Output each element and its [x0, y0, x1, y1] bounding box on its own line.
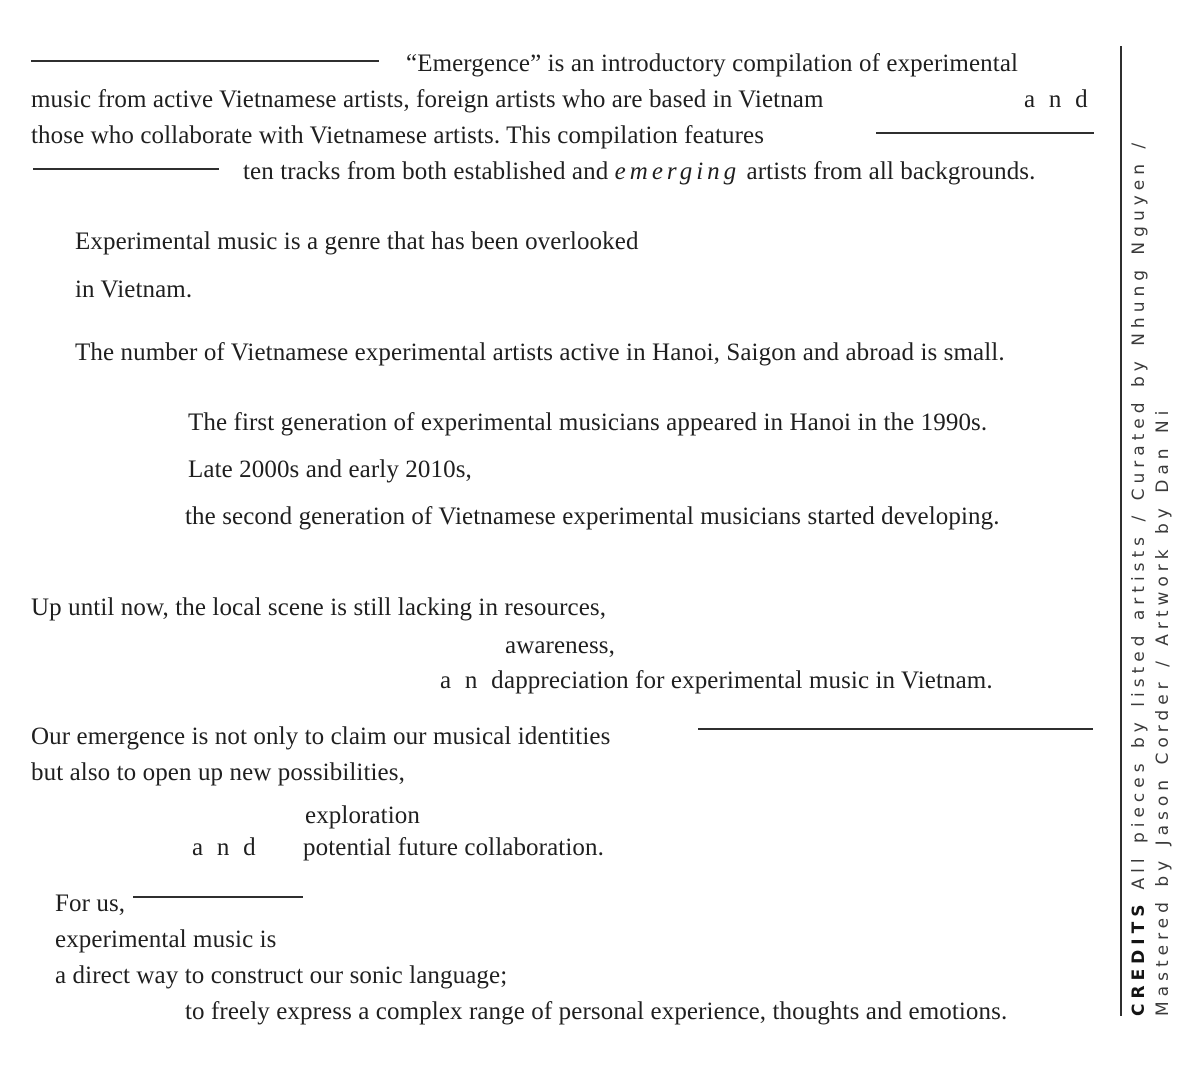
for-us-line-1: For us, — [55, 890, 126, 917]
for-us-line-4: to freely express a complex range of personal experience, thoughts and emotions. — [185, 998, 1008, 1025]
emergence-line-3: exploration — [305, 802, 420, 829]
lacking-line-3-and: and — [440, 667, 518, 694]
credits-line-1: All pieces by listed artists / Curated by Nhung Nguyen / — [1129, 137, 1149, 890]
intro-line-2-and: and — [1024, 86, 1102, 113]
intro-line-2: music from active Vietnamese artists, foreign artists who are based in Vietnam — [31, 86, 824, 113]
intro-line-4-post: artists from all backgrounds. — [746, 158, 1036, 185]
intro-line-3: those who collaborate with Vietnamese artists. This compilation features — [31, 122, 765, 149]
intro-features-dash — [876, 132, 1094, 134]
small-scene-line-1: The number of Vietnamese experimental artists active in Hanoi, Saigon and abroad is small. — [75, 339, 1005, 366]
lacking-line-2: awareness, — [505, 632, 615, 659]
emergence-line-1: Our emergence is not only to claim our musical identities — [31, 723, 611, 750]
for-us-line-3: a direct way to construct our sonic language; — [55, 962, 508, 989]
credits-heading: CREDITS — [1129, 899, 1149, 1016]
generations-line-2: Late 2000s and early 2010s, — [188, 456, 472, 483]
lacking-line-3: appreciation for experimental music in Vietnam. — [504, 667, 993, 694]
overlooked-line-2: in Vietnam. — [75, 276, 193, 303]
credits-column-1 — [1128, 36, 1150, 1016]
emergence-line-4: potential future collaboration. — [303, 834, 604, 861]
intro-tracks-dash — [33, 168, 219, 170]
emergence-identities-dash — [698, 728, 1093, 730]
emergence-line-2: but also to open up new possibilities, — [31, 759, 405, 786]
credits-line-2: Mastered by Jason Corder / Artwork by Dan Ni — [1153, 405, 1173, 1016]
intro-lead-dash — [31, 60, 379, 62]
lacking-line-1: Up until now, the local scene is still lacking in resources, — [31, 594, 607, 621]
for-us-dash — [133, 896, 303, 898]
credits-divider-rule — [1120, 46, 1122, 1016]
generations-line-1: The first generation of experimental musicians appeared in Hanoi in the 1990s. — [188, 409, 988, 436]
for-us-line-2: experimental music is — [55, 926, 277, 953]
emergence-line-4-and: and — [192, 834, 270, 861]
intro-line-4 — [243, 157, 1035, 187]
intro-line-4-emphasis: emerging — [614, 158, 741, 185]
intro-line-1: “Emergence” is an introductory compilation of experimental — [406, 50, 1019, 77]
generations-line-3: the second generation of Vietnamese experimental musicians started developing. — [185, 503, 1000, 530]
credits-column-2 — [1152, 36, 1174, 1016]
intro-line-4-pre: ten tracks from both established and — [243, 158, 609, 185]
overlooked-line-1: Experimental music is a genre that has been overlooked — [75, 228, 639, 255]
